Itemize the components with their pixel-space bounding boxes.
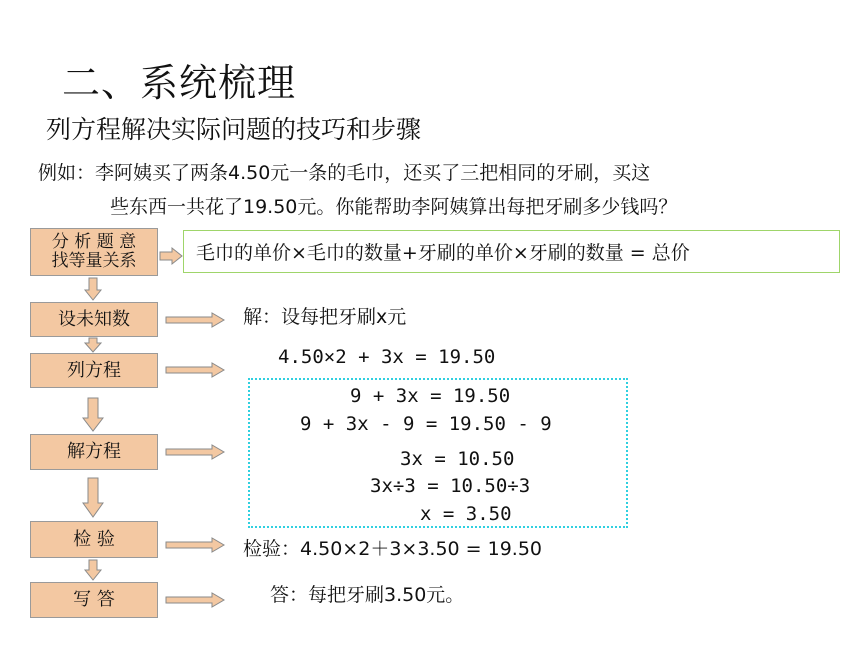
step-check-label: 检 验 (73, 528, 115, 550)
step-analyze-line-1: 分 析 题 意 (51, 232, 137, 252)
right-arrow-icon (166, 313, 224, 327)
down-arrow-icon (85, 278, 101, 300)
right-arrow-icon (166, 445, 224, 459)
check-statement: 检验：4.50×2＋3×3.50 = 19.50 (243, 538, 543, 560)
step-analyze-line-2: 找等量关系 (51, 251, 137, 271)
page-title: 二、系统梳理 (62, 61, 297, 105)
let-statement: 解：设每把牙刷x元 (243, 306, 407, 328)
right-arrow-icon (166, 363, 224, 377)
solve-line-5: x = 3.50 (420, 503, 512, 525)
page-subtitle: 列方程解决实际问题的技巧和步骤 (46, 115, 422, 144)
equal-relation-box (183, 230, 840, 273)
solve-line-3: 3x = 10.50 (400, 448, 515, 470)
example-line-1: 例如：李阿姨买了两条4.50元一条的毛巾，还买了三把相同的牙刷，买这 (38, 162, 651, 184)
step-write-equation-label: 列方程 (67, 359, 121, 381)
step-set-unknown-label: 设未知数 (58, 308, 130, 330)
equal-relation-text: 毛巾的单价×毛巾的数量+牙刷的单价×牙刷的数量 = 总价 (196, 242, 690, 264)
down-arrow-icon (83, 398, 103, 431)
step-solve-equation-label: 解方程 (67, 441, 121, 462)
step-answer-label: 写 答 (73, 589, 115, 610)
down-arrow-icon (85, 338, 101, 352)
right-arrow-icon (160, 248, 182, 264)
down-arrow-icon (85, 560, 101, 580)
right-arrow-icon (166, 538, 224, 552)
answer-statement: 答：每把牙刷3.50元。 (270, 584, 465, 606)
down-arrow-icon (83, 478, 103, 517)
right-arrow-icon (166, 593, 224, 607)
solve-line-1: 9 + 3x = 19.50 (350, 385, 511, 407)
example-line-2: 些东西一共花了19.50元。你能帮助李阿姨算出每把牙刷多少钱吗？ (110, 196, 678, 218)
solve-line-2: 9 + 3x - 9 = 19.50 - 9 (300, 413, 552, 435)
equation: 4.50×2 + 3x = 19.50 (278, 346, 496, 368)
solve-line-4: 3x÷3 = 10.50÷3 (370, 475, 531, 497)
